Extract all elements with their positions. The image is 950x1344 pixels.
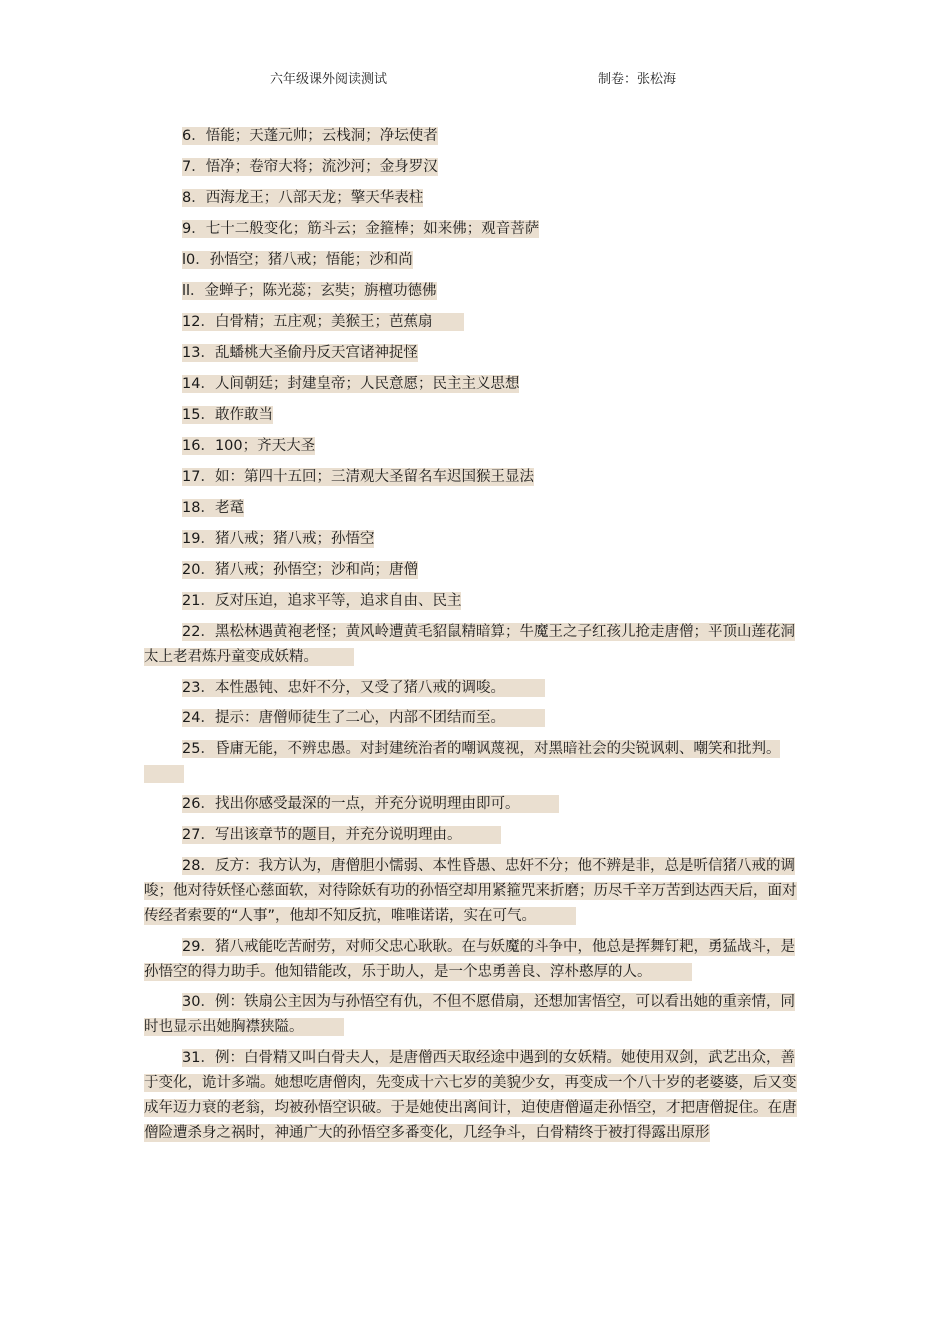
answer-text: 16．100；齐天大圣 [182, 438, 316, 454]
answer-item [144, 217, 808, 242]
answer-text: 23．本性愚钝、忠奸不分，又受了猪八戒的调唆。 [182, 680, 505, 696]
answer-text: 12．白骨精；五庄观；美猴王；芭蕉扇 [182, 314, 433, 330]
highlight-pad [318, 648, 354, 666]
answer-text: 28．反方：我方认为，唐僧胆小懦弱、本性昏愚、忠奸不分；他不辨是非，总是听信猪八戒的调唆；他对待妖怪心慈面软，对待除妖有功的孙悟空却用紧箍咒来折磨；历尽千辛万苦到达西天后，面对传经者索要的“人事”，他却不知反抗，唯唯诺诺，实在可气。 [144, 858, 797, 924]
answer-item [144, 792, 808, 817]
answer-item [144, 434, 808, 459]
highlight-pad [144, 765, 184, 783]
answer-item [144, 248, 808, 273]
answer-item [144, 854, 808, 929]
answer-text: 21．反对压迫，追求平等，追求自由、民主 [182, 593, 462, 609]
answer-item [144, 706, 808, 731]
answer-item [144, 620, 808, 670]
answer-text: 24．提示：唐僧师徒生了二心，内部不团结而至。 [182, 710, 505, 726]
answer-text: 15．敢作敢当 [182, 407, 273, 423]
answer-text: 9．七十二般变化；筋斗云；金箍棒；如来佛；观音菩萨 [182, 221, 540, 237]
answer-item [144, 496, 808, 521]
answer-text: 7．悟净；卷帘大将；流沙河；金身罗汉 [182, 159, 438, 175]
answer-text: 20．猪八戒；孙悟空；沙和尚；唐僧 [182, 562, 418, 578]
answer-text: 17．如：第四十五回；三清观大圣留名车迟国猴王显法 [182, 469, 534, 485]
highlight-pad [505, 679, 545, 697]
answer-item [144, 341, 808, 366]
answer-text: 6．悟能；天蓬元帅；云栈洞；净坛使者 [182, 128, 438, 144]
answer-item [144, 737, 808, 787]
highlight-pad [505, 709, 545, 727]
highlight-pad [461, 826, 501, 844]
highlight-pad [432, 313, 464, 331]
author-label: 制卷：张松海 [598, 72, 677, 87]
highlight-pad [519, 795, 559, 813]
answer-text: 26．找出你感受最深的一点，并充分说明理由即可。 [182, 796, 520, 812]
answer-text: 13．乱蟠桃大圣偷丹反天宫诸神捉怪 [182, 345, 418, 361]
answer-item [144, 279, 808, 304]
answer-text: 25．昏庸无能，不辨忠愚。对封建统治者的嘲讽蔑视，对黑暗社会的尖锐讽刺、嘲笑和批判。 [182, 741, 781, 757]
answer-item [144, 1046, 808, 1146]
answer-item [144, 676, 808, 701]
answer-text: 27．写出该章节的题目，并充分说明理由。 [182, 827, 462, 843]
answer-item [144, 310, 808, 335]
answer-text: 31．例：白骨精又叫白骨夫人，是唐僧西天取经途中遇到的女妖精。她使用双剑，武艺出众，善于变化，诡计多端。她想吃唐僧肉，先变成十六七岁的美貌少女，再变成一个八十岁的老婆婆，后又变成年迈力衰的老翁，均被孙悟空识破。于是她使出离间计，迫使唐僧逼走孙悟空，才把唐僧捉住。在唐僧险遭杀身之祸时，神通广大的孙悟空多番变化，几经争斗，白骨精终于被打得露出原形 [144, 1050, 797, 1141]
answer-text: 22．黑松林遇黄袍老怪；黄风岭遭黄毛貂鼠精暗算；牛魔王之子红孩儿抢走唐僧；平顶山莲花洞太上老君炼丹童变成妖精。 [144, 624, 795, 665]
answer-text: 30．例：铁扇公主因为与孙悟空有仇，不但不愿借扇，还想加害悟空，可以看出她的重亲情，同时也显示出她胸襟狭隘。 [144, 994, 795, 1035]
answer-item [144, 372, 808, 397]
answer-item [144, 124, 808, 149]
answer-text: 18．老鼋 [182, 500, 244, 516]
answer-item [144, 558, 808, 583]
answer-text: 14．人间朝廷；封建皇帝；人民意愿；民主主义思想 [182, 376, 520, 392]
answer-text: l0．孙悟空；猪八戒；悟能；沙和尚 [182, 252, 413, 268]
answer-item [144, 527, 808, 552]
answer-item [144, 155, 808, 180]
page-title: 六年级课外阅读测试 [270, 72, 388, 87]
answer-text: ll．金蝉子；陈光蕊；玄奘；旃檀功德佛 [182, 283, 437, 299]
answer-text: 29．猪八戒能吃苦耐劳，对师父忠心耿耿。在与妖魔的斗争中，他总是挥舞钉耙，勇猛战斗，是孙悟空的得力助手。他知错能改，乐于助人，是一个忠勇善良、淳朴憨厚的人。 [144, 939, 795, 980]
answer-item [144, 465, 808, 490]
answer-item [144, 403, 808, 428]
answer-text: 8．西海龙王；八部天龙；擎天华表柱 [182, 190, 424, 206]
highlight-pad [304, 1018, 344, 1036]
answer-item [144, 186, 808, 211]
highlight-pad [536, 907, 576, 925]
answer-item [144, 990, 808, 1040]
answer-item [144, 589, 808, 614]
answer-item [144, 935, 808, 985]
highlight-pad [652, 963, 692, 981]
answer-text: 19．猪八戒；猪八戒；孙悟空 [182, 531, 375, 547]
answer-item [144, 823, 808, 848]
